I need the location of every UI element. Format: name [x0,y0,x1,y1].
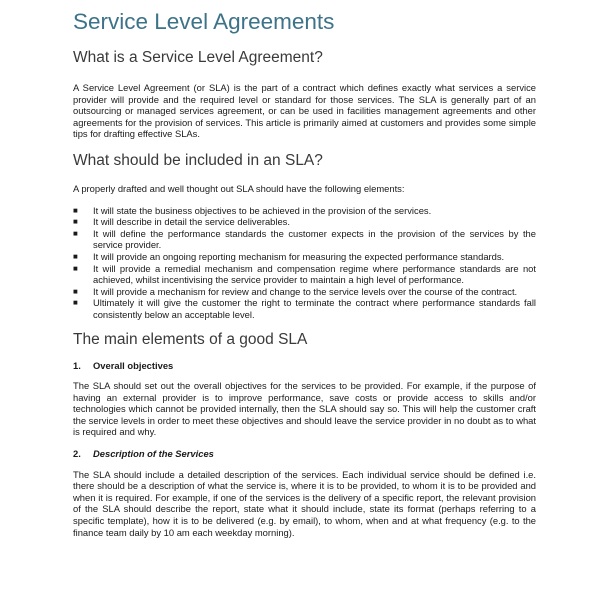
document-title: Service Level Agreements [73,9,335,34]
square-bullet-icon: ■ [73,205,78,215]
list-item [73,216,536,228]
subsection-number: 2. [73,448,81,460]
subsection-number: 1. [73,359,81,371]
included-bullet-list [73,205,536,321]
list-item [73,205,536,217]
list-item [73,251,536,263]
list-item [73,297,536,320]
subsection-heading-description-of-services [73,448,536,460]
square-bullet-icon: ■ [73,286,78,296]
square-bullet-icon: ■ [73,298,78,308]
list-item-text: It will state the business objectives to be achieved in the provision of the services. [93,204,432,216]
square-bullet-icon: ■ [73,228,78,238]
list-item-text: It will provide a mechanism for review and change to the service levels over the course of the contract. [93,285,518,297]
section-heading-what-included: What should be included in an SLA? [73,151,323,169]
square-bullet-icon: ■ [73,251,78,261]
list-item [73,263,536,286]
list-item [73,228,536,251]
list-item-text: It will describe in detail the service deliverables. [93,216,290,228]
list-item-text: It will provide an ongoing reporting mechanism for measuring the expected performance standards. [93,250,505,262]
list-item-text: Ultimately it will give the customer the right to terminate the contract where performance standards fall consistently below an acceptable level. [93,297,536,320]
list-item [73,286,536,298]
section-heading-main-elements: The main elements of a good SLA [73,330,308,348]
subsection-title: Overall objectives [93,359,174,371]
included-lead-paragraph: A properly drafted and well thought out SLA should have the following elements: [73,182,405,194]
list-item-text: It will define the performance standards the customer expects in the provision of the services by the service provider. [93,227,536,251]
list-item-text: It will provide a remedial mechanism and compensation regime where performance standards are not achieved, whilst incentivising the service provider to maintain a high level of performance. [93,262,536,286]
what-is-sla-paragraph: A Service Level Agreement (or SLA) is the part of a contract which defines exactly what services a service provider will provide and the required level or standard for those services. The SLA is generally part of an outsourcing or managed services agreement, or can be used in facilities management agreements and other agreements for the provision of services. This article is primarily aimed at customers and provides some simple tips for drafting effective SLAs. [73,82,536,140]
square-bullet-icon: ■ [73,217,78,227]
subsection-title: Description of the Services [93,448,214,460]
description-of-services-paragraph: The SLA should include a detailed description of the services. Each individual service should be defined i.e. there should be a description of what the service is, where it is to be provided, to whom it is to be provided and when it is required. For example, if one of the services is the delivery of a specific report, the relevant provision of the SLA should describe the report, state what it should include, state its format (perhaps referring to a specific template), how it is to be delivered (e.g. by email), to whom, when and at what frequency (e.g. to the finance team daily by 10 am each weekday morning). [73,468,536,538]
overall-objectives-paragraph: The SLA should set out the overall objectives for the services to be provided. For example, if the purpose of having an external provider is to improve performance, save costs or provide access to skills and/or technologies which cannot be provided internally, then the SLA should say so. This will help the customer craft the service levels in order to meet these objectives and should leave the service provider in no doubt as to what is required and why. [73,380,536,438]
square-bullet-icon: ■ [73,263,78,273]
section-heading-what-is-sla: What is a Service Level Agreement? [73,49,323,66]
subsection-heading-overall-objectives [73,360,536,372]
